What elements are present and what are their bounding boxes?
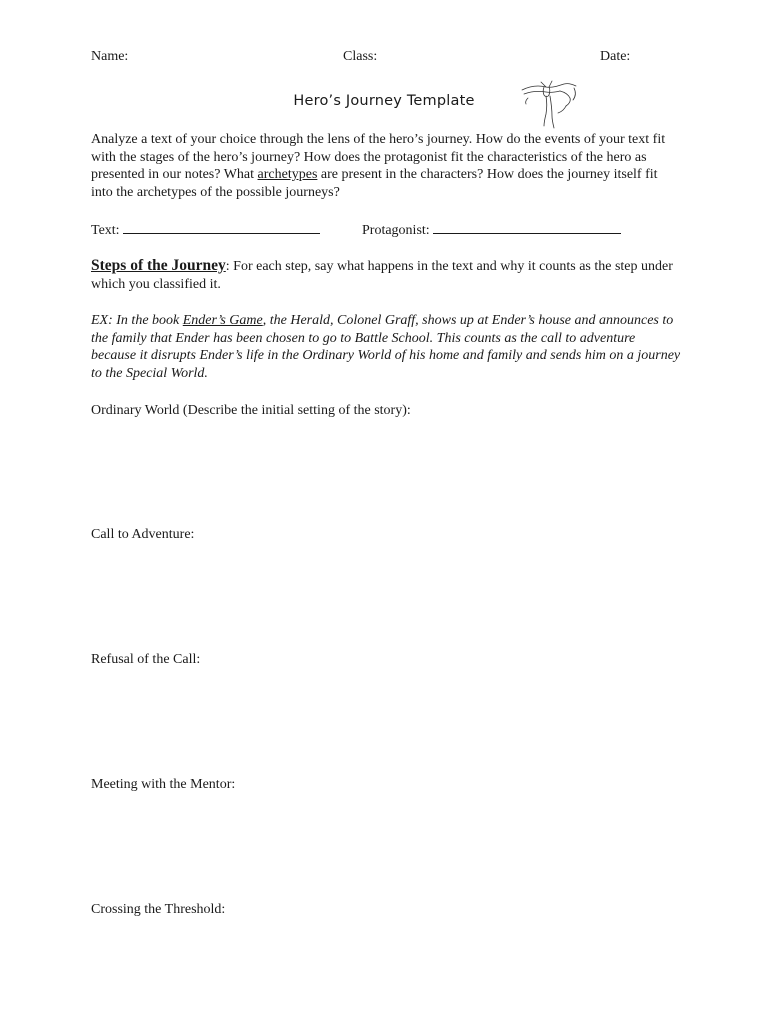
- stage-call-to-adventure: Call to Adventure:: [91, 527, 195, 542]
- text-label: Text:: [91, 223, 120, 238]
- page-title: Hero’s Journey Template: [293, 93, 475, 109]
- steps-section: [91, 257, 681, 293]
- steps-instruction: : For each step, say what happens in the text and why it counts as the step under which you classified it.: [91, 259, 673, 292]
- stage-meeting-with-mentor: Meeting with the Mentor:: [91, 777, 236, 792]
- example-paragraph: [91, 312, 681, 382]
- protagonist-field-row: [362, 220, 621, 240]
- class-label: Class:: [343, 49, 378, 64]
- stage-refusal-of-the-call: Refusal of the Call:: [91, 652, 201, 667]
- steps-heading: Steps of the Journey: [91, 257, 226, 274]
- stage-ordinary-world: Ordinary World (Describe the initial setting of the story):: [91, 403, 411, 418]
- text-blank-line[interactable]: [123, 220, 320, 234]
- protagonist-blank-line[interactable]: [433, 220, 621, 234]
- archetypes-term: archetypes: [257, 167, 318, 182]
- intro-paragraph: [91, 131, 681, 201]
- intro-text-part1: Analyze a text of your choice through the lens of the hero’s journey. How do the events of your text fit with the stages of the hero’s journey? How does the protagonist fit the characteristics of the hero as presented in our notes? What: [91, 132, 666, 182]
- protagonist-label: Protagonist:: [362, 223, 430, 238]
- example-part2: , the Herald, Colonel Graff, shows up at Ender’s house and announces to the family that Ender has been chosen to go to Battle School. This counts as the call to adventure because it disrupts Ender’s life in the Ordinary World of his home and family and sends him on a journey to the Special World.: [91, 313, 681, 381]
- stage-crossing-threshold: Crossing the Threshold:: [91, 902, 226, 917]
- example-book-title: Ender’s Game: [182, 313, 263, 328]
- hands-sketch-icon: [516, 76, 580, 132]
- date-label: Date:: [600, 49, 631, 64]
- intro-text-part2: are present in the characters? How does the journey itself fit into the archetypes of the possible journeys?: [91, 167, 658, 200]
- example-part1: EX: In the book: [91, 313, 183, 328]
- name-label: Name:: [91, 49, 129, 64]
- text-field-row: [91, 220, 320, 240]
